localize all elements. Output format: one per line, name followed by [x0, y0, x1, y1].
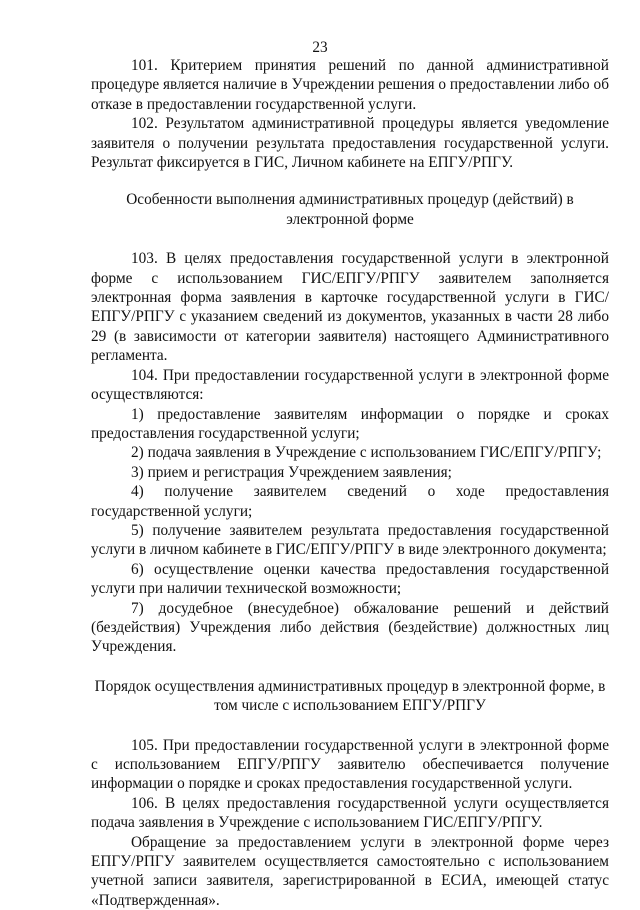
list-item-2: 2) подача заявления в Учреждение с использованием ГИС/ЕПГУ/РПГУ;: [131, 444, 602, 462]
list-item-3: 3) прием и регистрация Учреждением заявления;: [131, 463, 452, 481]
paragraph-101: 101. Критерием принятия решений по данной административной процедуре является наличие в Учреждении решения о предоставлении либо об отказе в предоставлении государственной услуги.: [91, 57, 609, 113]
page-number: 23: [312, 39, 328, 56]
paragraph-105: 105. При предоставлении государственной услуги в электронной форме с использованием ЕПГУ/РПГУ заявителю обеспечивается получение информации о порядке и сроках предоставления государственной услуги.: [91, 736, 609, 793]
section-heading-procedure-order: Порядок осуществления административных процедур в электронной форме, в том числе с использованием ЕПГУ/РПГУ: [94, 677, 606, 715]
list-item-4: 4) получение заявителем сведений о ходе предоставления государственной услуги;: [91, 483, 609, 520]
list-item-7: 7) досудебное (внесудебное) обжалование решений и действий (бездействия) Учреждения либо действия (бездействие) должностных лиц Учреждения.: [91, 599, 609, 656]
section-heading-electronic-procedures: Особенности выполнения административных процедур (действий) в электронной форме: [126, 191, 574, 228]
paragraph-103: 103. В целях предоставления государственной услуги в электронной форме с использованием ГИС/ЕПГУ/РПГУ заявителем заполняется электронная форма заявления в карточке государственной услуги в ГИС/ЕПГУ/РПГУ с указанием сведений из документов, указанных в части 28 либо 29 (в зависимости от категории заявителя) настоящего Административного регламента.: [91, 250, 609, 365]
paragraph-102: 102. Результатом административной процедуры является уведомление заявителя о получении результата предоставления государственной услуги. Результат фиксируется в ГИС, Личном кабинете на ЕПГУ/РПГУ.: [91, 115, 609, 172]
list-item-6: 6) осуществление оценки качества предоставления государственной услуги при наличии технической возможности;: [91, 560, 609, 598]
list-item-5: 5) получение заявителем результата предоставления государственной услуги в личном кабинете в ГИС/ЕПГУ/РПГУ в виде электронного документа;: [91, 521, 609, 559]
paragraph-application: Обращение за предоставлением услуги в электронной форме через ЕПГУ/РПГУ заявителем осуществляется самостоятельно с использованием учетной записи заявителя, зарегистрированной в ЕСИА, имеющей статус «Подтвержденная».: [91, 833, 609, 909]
list-item-1: 1) предоставление заявителям информации о порядке и сроках предоставления государственной услуги;: [91, 405, 609, 442]
paragraph-104: 104. При предоставлении государственной услуги в электронной форме осуществляются:: [91, 366, 609, 404]
paragraph-106: 106. В целях предоставления государственной услуги осуществляется подача заявления в Учреждение с использованием ГИС/ЕПГУ/РПГУ.: [91, 794, 609, 832]
document-body: [91, 56, 609, 910]
